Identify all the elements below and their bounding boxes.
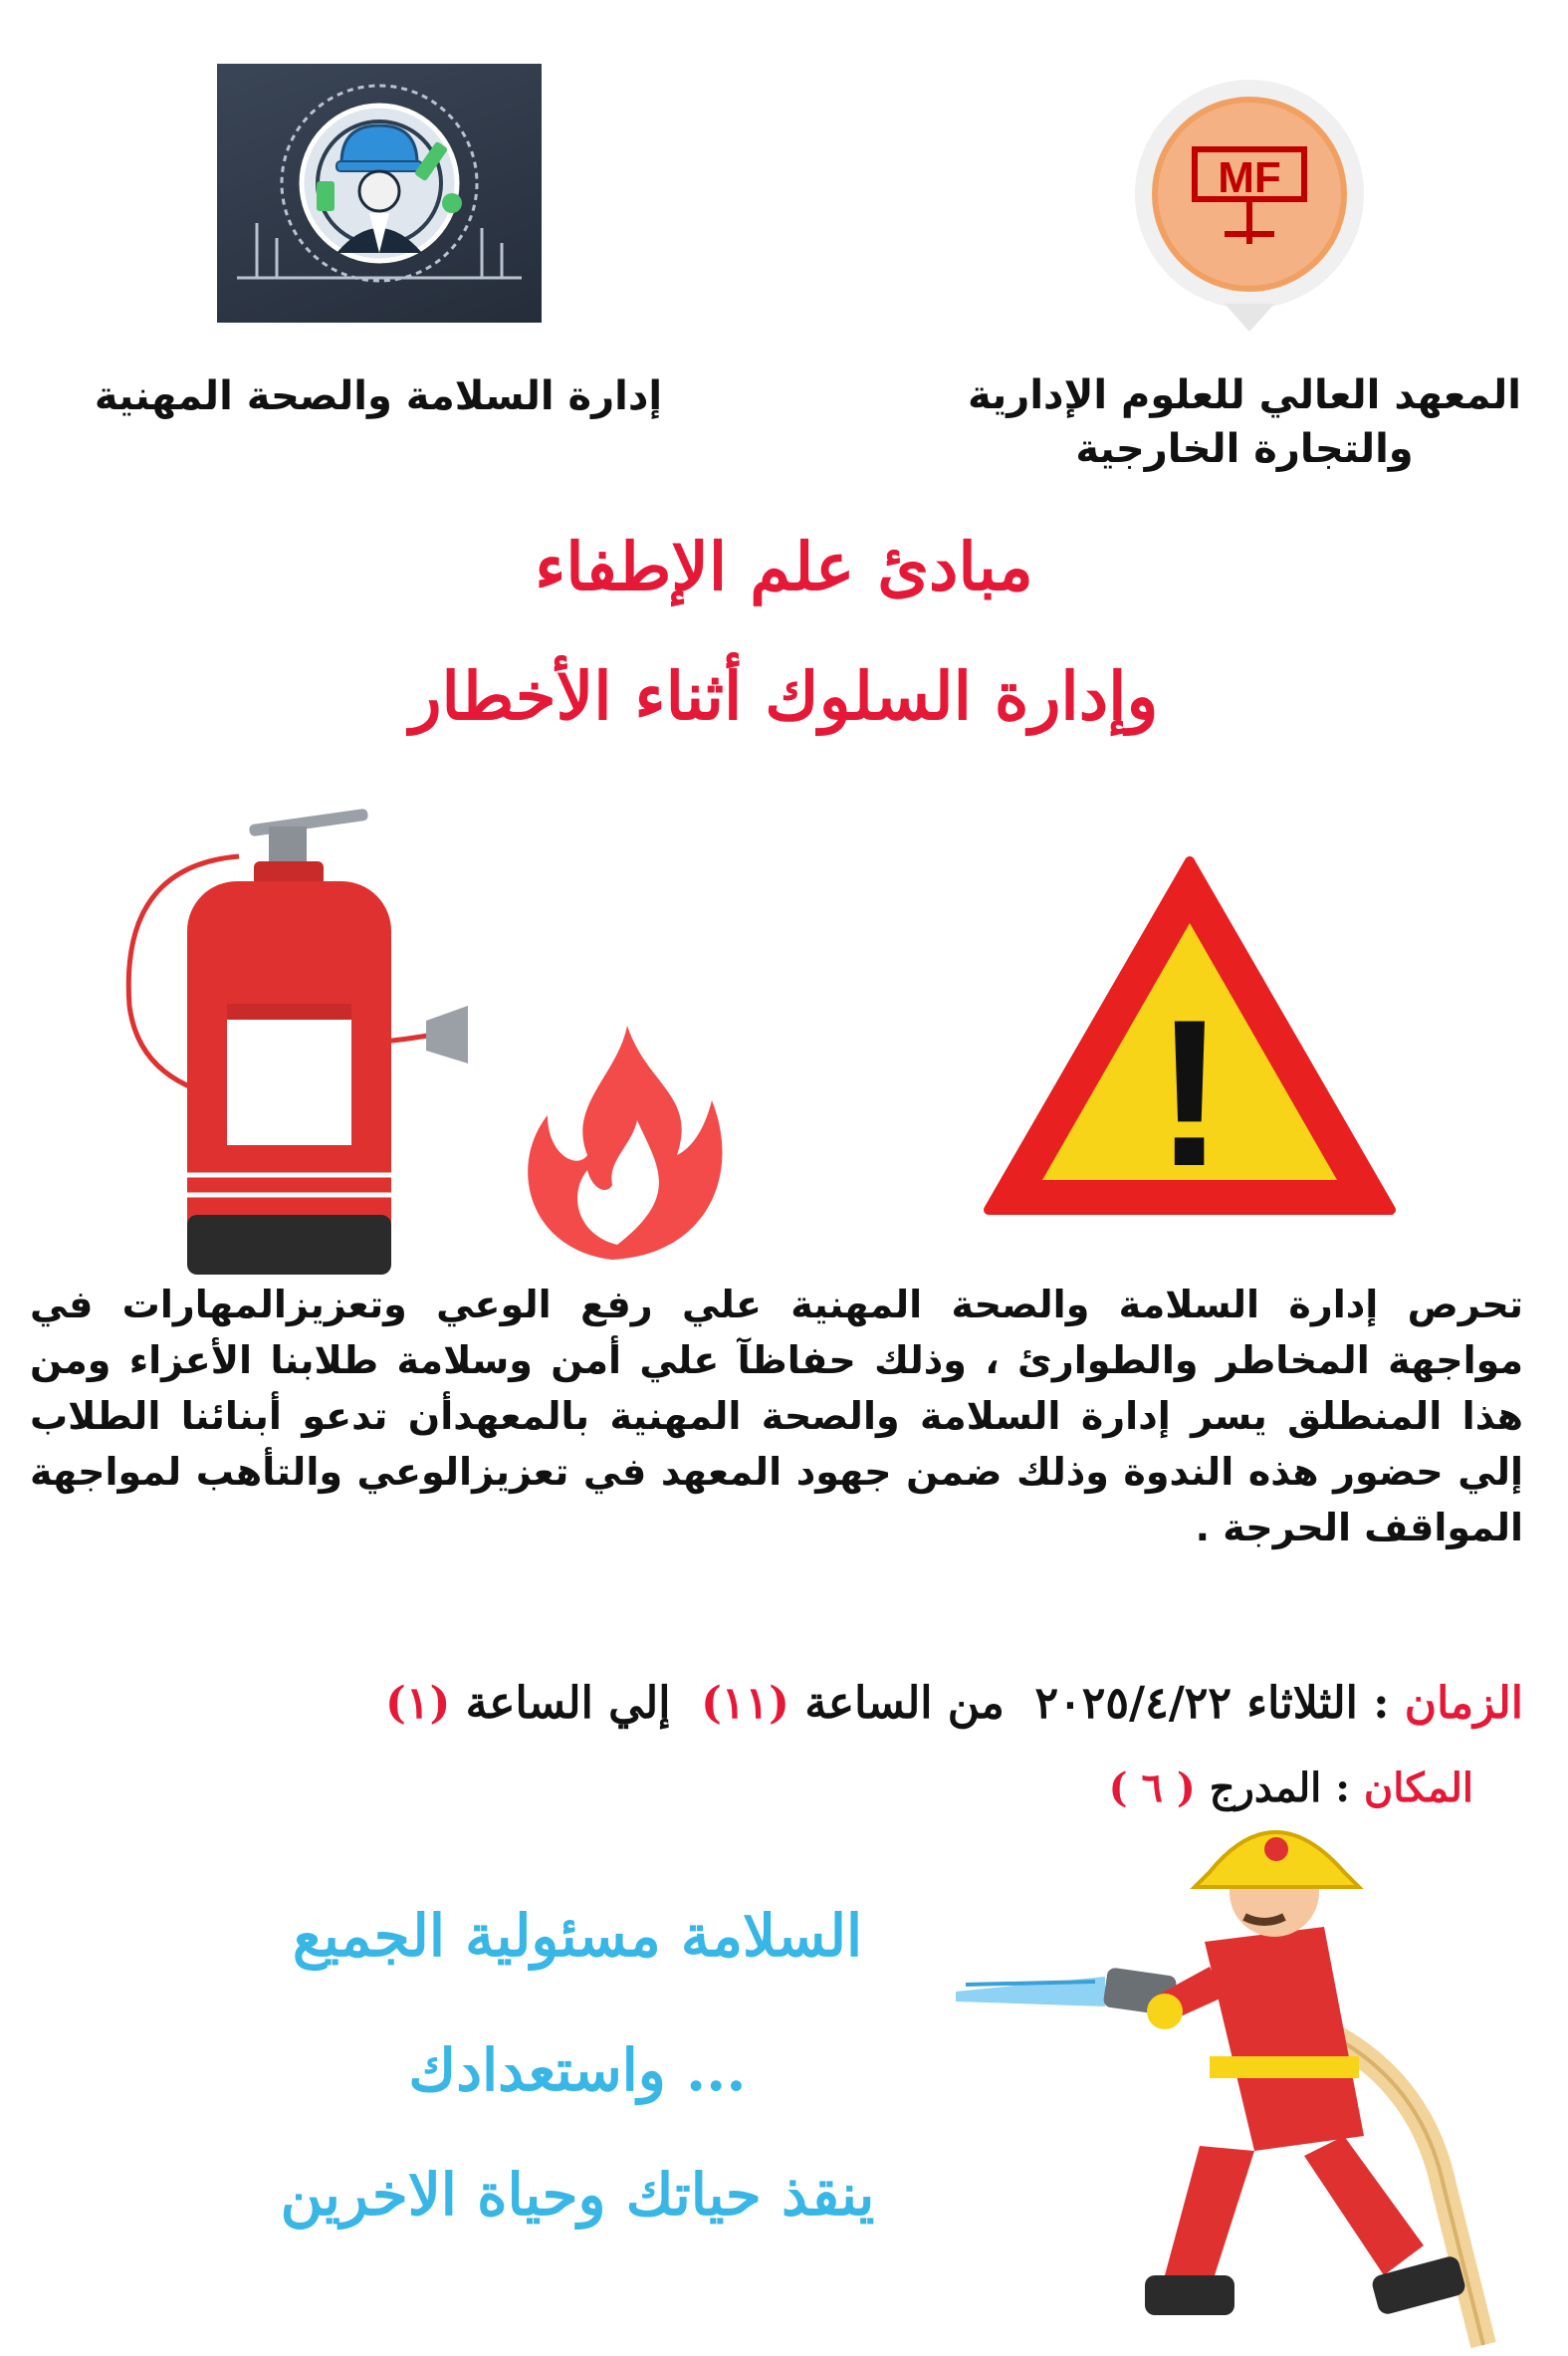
event-place (30, 1765, 1523, 1811)
page-title-line1: مبادئ علم الإطفاء (535, 528, 1033, 605)
firefighter-icon (956, 1807, 1513, 2352)
warning-exclamation-mark: ! (1155, 976, 1225, 1210)
place-number: ( ٦ ) (1108, 1765, 1196, 1811)
institute-name (946, 368, 1543, 476)
page-title-line2: وإدارة السلوك أثناء الأخطار (409, 657, 1159, 735)
department-logo (217, 64, 542, 323)
safety-engineer-logo-icon (217, 64, 542, 323)
to-hour: (١) (385, 1678, 451, 1729)
place-separator: : (1335, 1765, 1350, 1811)
department-name: إدارة السلامة والصحة المهنية (94, 373, 663, 419)
event-day: الثلاثاء (1246, 1678, 1358, 1729)
slogan-line1: السلامة مسئولية الجميع (292, 1902, 863, 1970)
to-label: إلي الساعة (465, 1678, 671, 1729)
institute-name-line2: والتجارة الخارجية (1075, 426, 1414, 472)
flame-icon (508, 1006, 737, 1265)
flame-illustration (508, 1006, 737, 1265)
mf-institute-seal-icon (1120, 70, 1379, 339)
time-label: الزمان (1404, 1678, 1523, 1729)
fire-extinguisher-icon (110, 807, 508, 1275)
institute-name-line1: المعهد العالي للعلوم الإدارية (968, 372, 1521, 418)
slogan-line2: ... واستعدادك (408, 2036, 747, 2104)
institute-logo (1120, 70, 1379, 339)
slogan-line3: ينقذ حياتك وحياة الاخرين (280, 2161, 875, 2229)
place-value: المدرج (1209, 1765, 1322, 1811)
firefighter-illustration (956, 1807, 1513, 2352)
event-date: ٢٠٢٥/٤/٢٢ (1034, 1678, 1232, 1729)
event-time (30, 1678, 1523, 1729)
warning-triangle-icon (981, 851, 1399, 1220)
time-separator: : (1373, 1678, 1390, 1729)
fire-extinguisher-illustration (110, 807, 508, 1275)
from-label: من الساعة (804, 1678, 1005, 1729)
from-hour: (١١) (701, 1678, 789, 1729)
logo-mf-text: MF (1218, 153, 1281, 202)
announcement-paragraph: تحرص إدارة السلامة والصحة المهنية علي رفع الوعي وتعزيزالمهارات في مواجهة المخاطر والطوارئ ، وذلك حفاظآ علي أمن وسلامة طلابنا الأعزاء ومن هذا المنطلق يسر إدارة السلامة والصحة المهنية بالمعهدأن تدعو أبنائنا الطلاب إلي حضور هذه الندوة وذلك ضمن جهود المعهد في تعزيزالوعي والتأهب لمواجهة المواقف الحرجة . (30, 1283, 1523, 1549)
warning-sign-illustration (981, 851, 1399, 1220)
place-label: المكان (1363, 1765, 1473, 1811)
